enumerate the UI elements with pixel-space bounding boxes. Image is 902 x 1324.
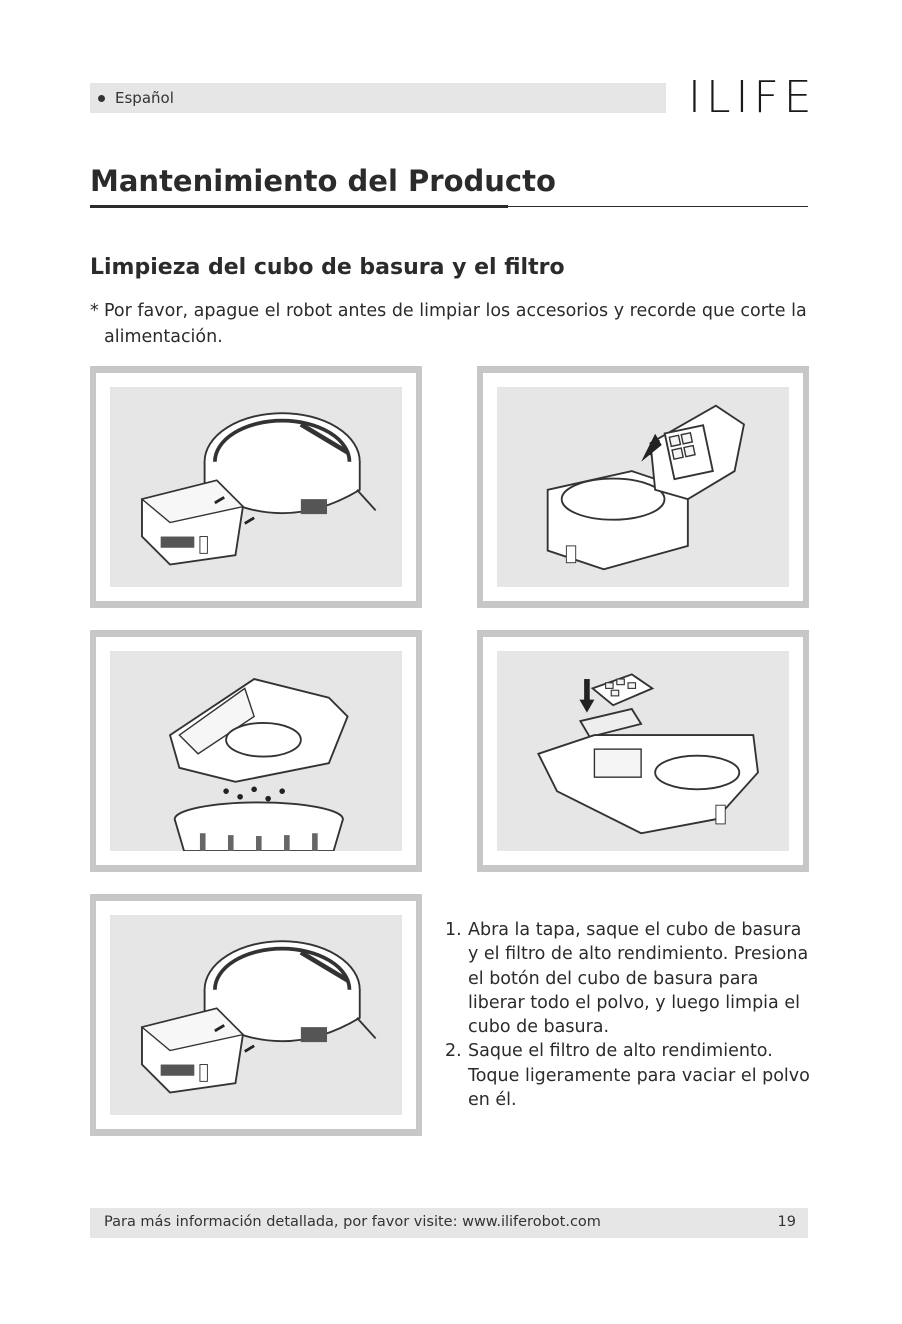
robot-dustbin-icon — [110, 387, 402, 587]
title-underline — [90, 205, 508, 208]
safety-note — [90, 298, 810, 350]
step-number: 1. — [445, 920, 462, 940]
illustration-reinsert-dustbin — [90, 894, 422, 1136]
language-label: Español — [115, 89, 174, 107]
step-item — [445, 918, 815, 1039]
dustbin-filter-icon — [497, 387, 789, 587]
step-text: Abra la tapa, saque el cubo de basura y el filtro de alto rendimiento. Presiona el botón del cubo de basura para liberar todo el polvo, y luego limpia el cubo de basura. — [468, 920, 809, 1038]
title-divider — [508, 206, 808, 207]
filter-icon — [497, 651, 789, 851]
instruction-steps — [445, 918, 815, 1112]
illustration-empty-dust — [90, 630, 422, 872]
note-text: Por favor, apague el robot antes de limpiar los accesorios y recorde que corte la alimentación. — [104, 301, 807, 347]
illustration-open-lid — [477, 366, 809, 608]
footer-text: Para más información detallada, por favor visite: www.iliferobot.com — [104, 1214, 601, 1230]
illustration-remove-dustbin — [90, 366, 422, 608]
step-number: 2. — [445, 1041, 462, 1062]
note-bullet: * — [90, 301, 99, 321]
illustration-remove-filter — [477, 630, 809, 872]
trash-can-icon — [110, 651, 402, 851]
bullet-dot-icon — [98, 95, 105, 102]
page-footer — [90, 1208, 808, 1238]
language-bar — [90, 83, 666, 113]
robot-dustbin-icon — [110, 915, 402, 1115]
page-title: Mantenimiento del Producto — [90, 164, 556, 198]
step-item — [445, 1039, 815, 1112]
page-number: 19 — [777, 1214, 796, 1230]
brand-logo: ILIFE — [688, 72, 817, 123]
step-text: Saque el filtro de alto rendimiento. Toque ligeramente para vaciar el polvo en él. — [468, 1041, 810, 1111]
section-subtitle: Limpieza del cubo de basura y el filtro — [90, 255, 565, 280]
